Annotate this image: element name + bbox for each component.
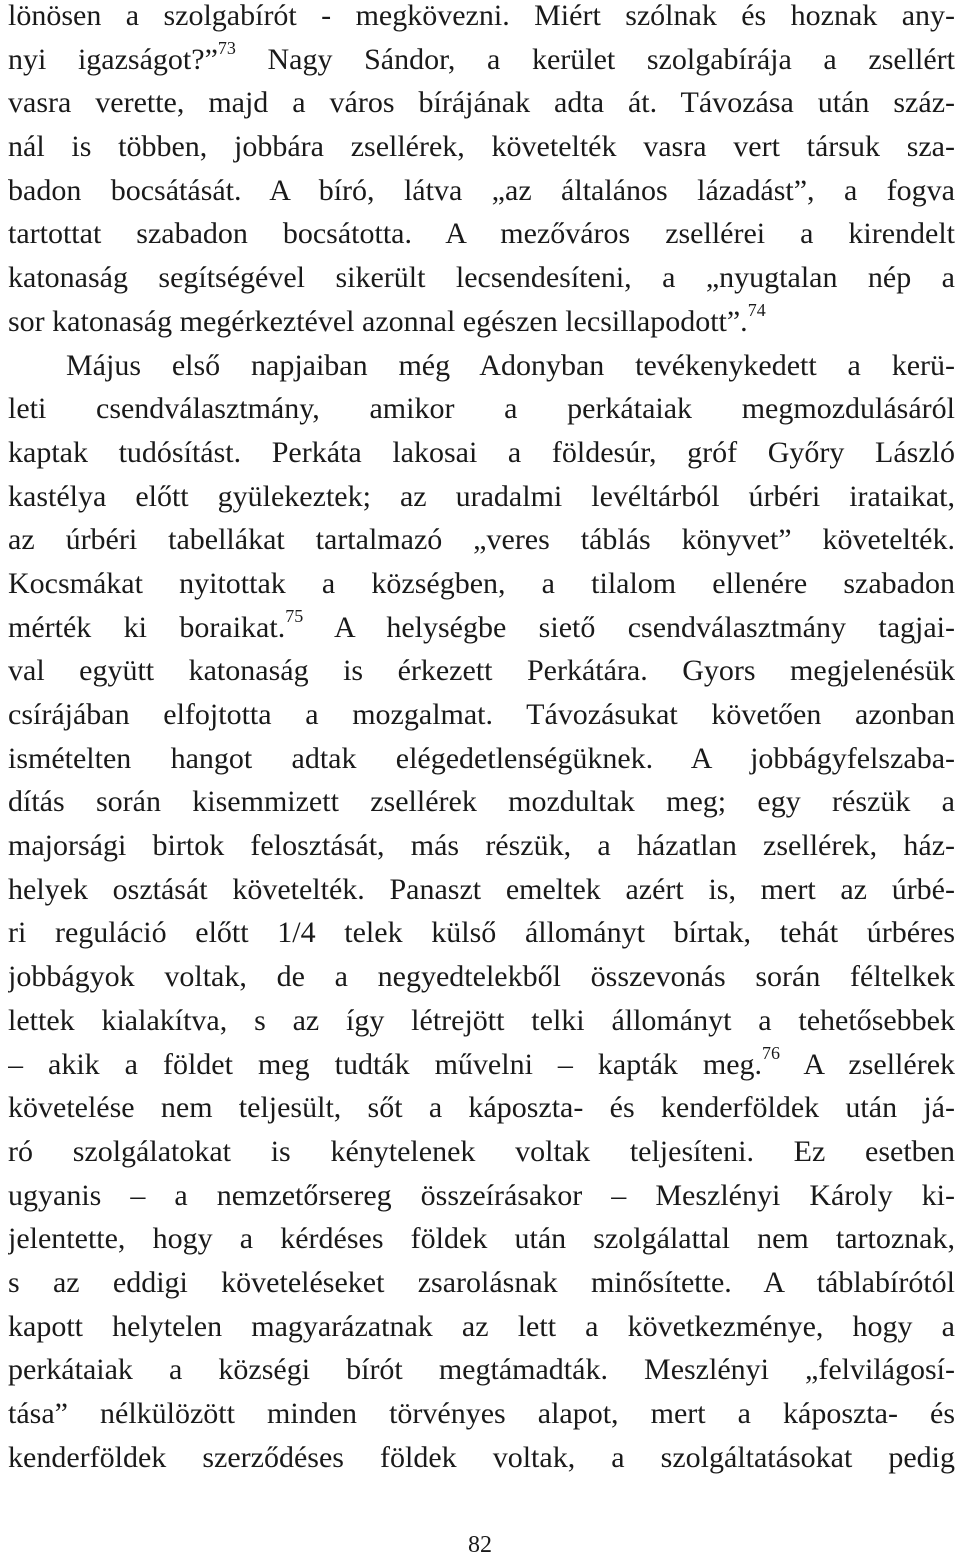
text-line: dítás során kisemmizett zsellérek mozdultak meg; egy részük a bbox=[8, 785, 955, 819]
text-line: badon bocsátását. A bíró, látva „az általános lázadást”, a fogva bbox=[8, 173, 955, 207]
text-line: csírájában elfojtotta a mozgalmat. Távozásukat követően azonban bbox=[8, 698, 955, 731]
text-line: helyek osztását követelték. Panaszt emeltek azért is, mert az úrbé- bbox=[8, 872, 955, 906]
text-segment: Nagy Sándor, a kerület szolgabírája a zsellért bbox=[235, 42, 955, 76]
text-line bbox=[8, 606, 955, 650]
text-line: ugyanis – a nemzetőrsereg összeírásakor – Meszlényi Károly ki- bbox=[8, 1178, 955, 1212]
text-line: kastélya előtt gyülekeztek; az uradalmi levéltárból úrbéri irataikat, bbox=[8, 479, 955, 513]
text-line: tása” nélkülözött minden törvényes alapot, mert a káposzta- és bbox=[8, 1397, 955, 1430]
text-segment: A helységbe siető csendválasztmány tagjai- bbox=[303, 610, 955, 644]
text-line bbox=[8, 1043, 955, 1087]
text-line: katonaság segítségével sikerült lecsendesíteni, a „nyugtalan nép a bbox=[8, 261, 955, 295]
text-line: nál is többen, jobbára zsellérek, követelték vasra vert társuk sza- bbox=[8, 130, 955, 164]
text-line: az úrbéri tabellákat tartalmazó „veres táblás könyvet” követelték. bbox=[8, 523, 955, 557]
text-line: leti csendválasztmány, amikor a perkátaiak megmozdulásáról bbox=[8, 392, 955, 426]
text-line: ismételten hangot adtak elégedetlenségüknek. A jobbágyfelszaba- bbox=[8, 741, 955, 775]
text-segment: A zsellérek bbox=[780, 1047, 955, 1081]
text-line bbox=[8, 38, 955, 82]
text-line: jelentette, hogy a kérdéses földek után szolgálattal nem tartoznak, bbox=[8, 1222, 955, 1256]
text-line: kapott helytelen magyarázatnak az lett a következménye, hogy a bbox=[8, 1309, 955, 1343]
text-line: követelése nem teljesült, sőt a káposzta- és kenderföldek után já- bbox=[8, 1091, 955, 1125]
footnote-ref[interactable]: 75 bbox=[285, 605, 304, 626]
text-segment: – akik a földet meg tudták művelni – kapták meg. bbox=[8, 1047, 763, 1081]
text-line: kaptak tudósítást. Perkáta lakosai a földesúr, gróf Győry László bbox=[8, 435, 955, 469]
text-line: s az eddigi követeléseket zsarolásnak minősítette. A táblabírótól bbox=[8, 1265, 955, 1299]
text-line: lönösen a szolgabírót - megkövezni. Miért szólnak és hoznak any- bbox=[8, 0, 955, 32]
text-line: jobbágyok voltak, de a negyedtelekből összevonás során féltelkek bbox=[8, 960, 955, 994]
text-line bbox=[8, 300, 955, 344]
text-line: lettek kialakítva, s az így létrejött telki állományt a tehetősebbek bbox=[8, 1003, 955, 1037]
page-number: 82 bbox=[468, 1532, 492, 1558]
text-segment: sor katonaság megérkeztével azonnal egészen lecsillapodott”. bbox=[8, 304, 748, 338]
text-line: perkátaiak a községi bírót megtámadták. Meszlényi „felvilágosí- bbox=[8, 1353, 955, 1387]
text-line: val együtt katonaság is érkezett Perkátára. Gyors megjelenésük bbox=[8, 654, 955, 688]
text-line: kenderföldek szerződéses földek voltak, a szolgáltatásokat pedig bbox=[8, 1440, 955, 1474]
text-line: ri reguláció előtt 1/4 telek külső állományt bírtak, tehát úrbéres bbox=[8, 916, 955, 950]
text-line: Május első napjaiban még Adonyban tevékenykedett a kerü- bbox=[66, 348, 955, 382]
footnote-ref[interactable]: 76 bbox=[762, 1042, 781, 1063]
body-text bbox=[8, 0, 955, 1479]
footnote-ref[interactable]: 74 bbox=[747, 299, 766, 320]
text-line: majorsági birtok felosztását, más részük, a házatlan zsellérek, ház- bbox=[8, 829, 955, 863]
text-line: vasra verette, majd a város bírájának adta át. Távozása után száz- bbox=[8, 86, 955, 120]
text-line: ró szolgálatokat is kénytelenek voltak teljesíteni. Ez esetben bbox=[8, 1134, 955, 1168]
text-segment: mérték ki boraikat. bbox=[8, 610, 286, 644]
text-line: tartottat szabadon bocsátotta. A mezőváros zsellérei a kirendelt bbox=[8, 217, 955, 251]
footnote-ref[interactable]: 73 bbox=[217, 37, 236, 58]
text-line: Kocsmákat nyitottak a községben, a tilalom ellenére szabadon bbox=[8, 566, 955, 600]
text-segment: nyi igazságot?” bbox=[8, 42, 218, 76]
